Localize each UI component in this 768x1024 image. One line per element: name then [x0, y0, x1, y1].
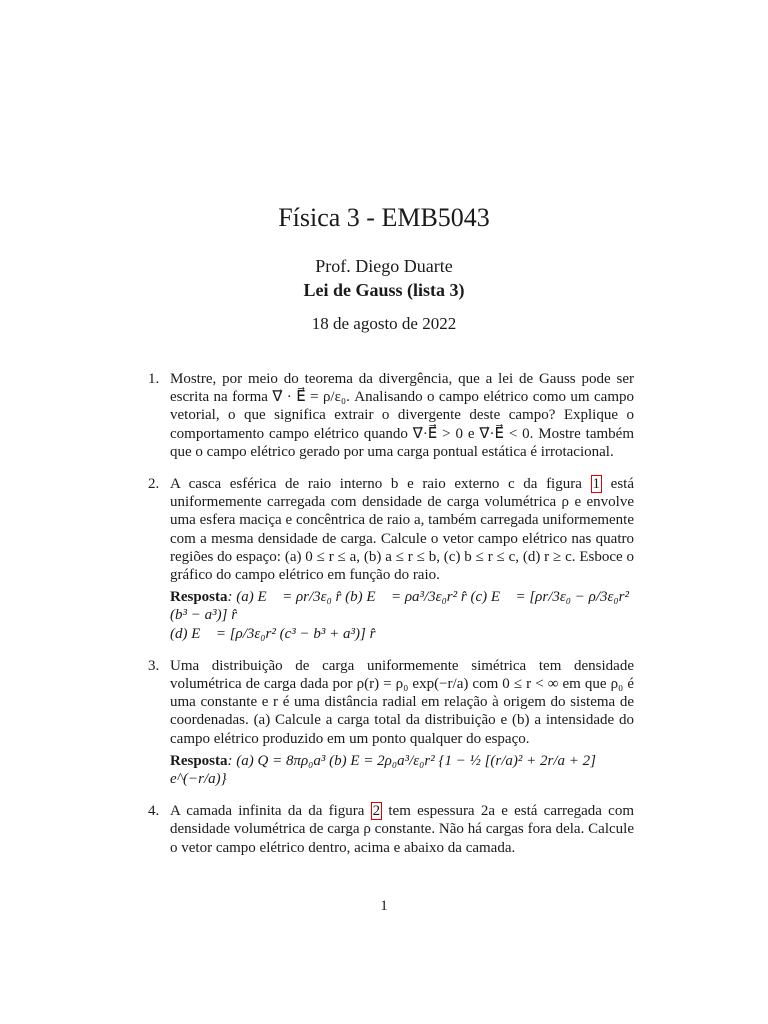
answer-expression: (d) E⃗ = [ρ/3ε₀r² (c³ − b³ + a³)] r̂	[170, 625, 376, 642]
answer-label: Resposta	[170, 752, 228, 769]
problem-number: 1.	[148, 371, 160, 387]
author: Prof. Diego Duarte	[315, 256, 453, 276]
answer	[170, 752, 634, 788]
problem-item	[148, 370, 634, 461]
problem-text-part: A casca esférica de raio interno b e raio externo c da figura	[170, 476, 591, 493]
list-subtitle: Lei de Gauss (lista 3)	[303, 280, 465, 300]
answer-expression: : (a) E⃗ = ρr/3ε₀ r̂ (b) E⃗ = ρa³/3ε₀r² r̂ (c) E⃗ = [ρr/3ε₀ − ρ/3ε₀r² (b³ − a³)] r̂	[170, 589, 629, 624]
problem-text	[170, 802, 634, 857]
problem-list	[148, 370, 634, 871]
problem-text-part: A camada infinita da da figura	[170, 803, 371, 820]
problem-number: 3.	[148, 657, 160, 674]
answer	[170, 588, 634, 643]
problem-text: Uma distribuição de carga uniformemente simétrica tem densidade volumétrica de carga dada por ρ(r) = ρ₀ exp(−r/a) com 0 ≤ r < ∞ em que ρ₀ é uma constante e r é uma distância radial em relação à origem do sistema de coordenadas. (a) Calcule a carga total da distribuição e (b) a intensidade do campo elétrico produzido em um ponto qualquer do espaço.	[170, 657, 634, 747]
answer-expression: : (a) Q = 8πρ₀a³ (b) E = 2ρ₀a³/ε₀r² {1 − ½ [(r/a)² + 2r/a + 2] e^(−r/a)}	[170, 752, 596, 788]
figure-reference-link[interactable]: 1	[592, 476, 601, 493]
problem-item	[148, 475, 634, 643]
problem-text-part: está uniformemente carregada com densidade de carga volumétrica ρ e envolve uma esfera maciça e concêntrica de raio a, também carregada uniformemente com a mesma densidade de carga. Calcule o vetor campo elétrico nas quatro regiões do espaço: (a) 0 ≤ r ≤ a, (b) a ≤ r ≤ b, (c) b ≤ r ≤ c, (d) r ≥ c. Esboce o gráfico do campo elétrico em função do raio.	[170, 476, 634, 584]
page-number: 1	[380, 898, 388, 914]
problem-text-part: tem espessura 2a e está carregada com densidade volumétrica de carga ρ constante. Não há cargas fora dela. Calcule o vetor campo elétrico dentro, acima e abaixo da camada.	[170, 803, 634, 856]
answer-label: Resposta	[170, 589, 228, 606]
page-title: Física 3 - EMB5043	[278, 203, 490, 232]
problem-number: 2.	[148, 476, 160, 493]
problem-number: 4.	[148, 803, 160, 820]
problem-item	[148, 802, 634, 857]
figure-reference-link[interactable]: 2	[372, 803, 381, 820]
problem-text	[170, 475, 634, 584]
problem-text: Mostre, por meio do teorema da divergência, que a lei de Gauss pode ser escrita na forma ∇⃗ · E⃗ = ρ/ε₀. Analisando o campo elétrico como um campo vetorial, o que significa extrair o divergente deste campo? Explique o comportamento campo elétrico quando ∇⃗·E⃗ > 0 e ∇⃗·E⃗ < 0. Mostre também que o campo elétrico gerado por uma carga pontual estática é irrotacional.	[170, 371, 634, 460]
date: 18 de agosto de 2022	[311, 314, 457, 333]
problem-item	[148, 657, 634, 788]
